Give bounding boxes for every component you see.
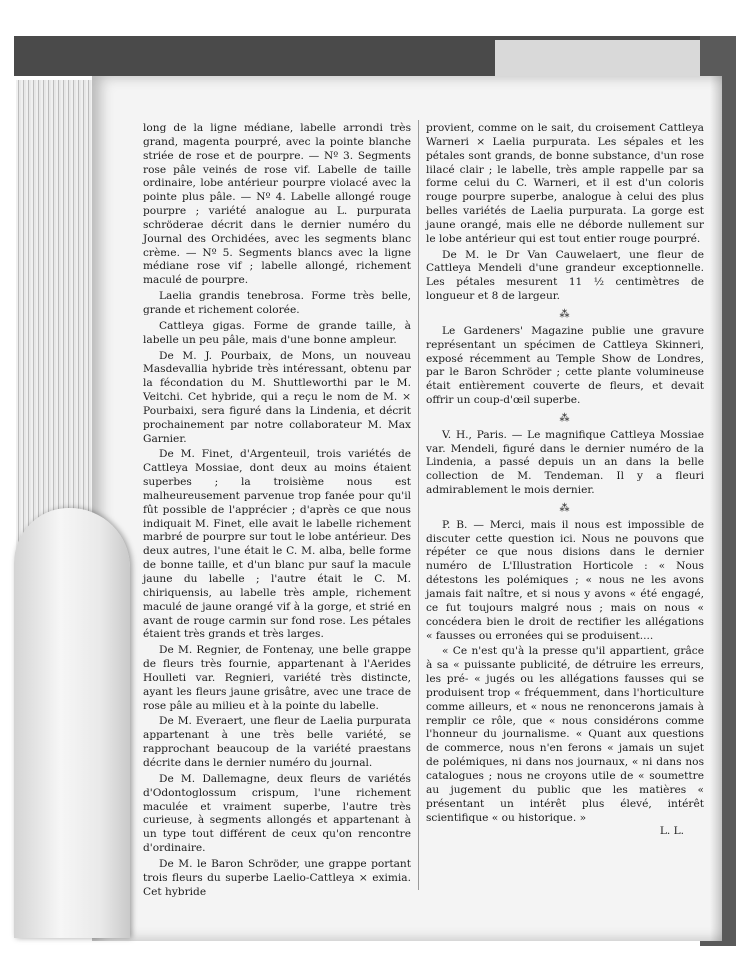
paragraph: V. H., Paris. — Le magnifique Cattleya Mossiae var. Mendeli, figuré dans le dernier numéro de la Lindenia, a passé depuis un an dans la belle collection de M. Tendeman. Il y a fleuri admirablement le mois dernier. [426, 428, 704, 497]
section-separator: ⁂ [559, 308, 571, 320]
section-separator: ⁂ [559, 412, 571, 424]
paragraph: long de la ligne médiane, labelle arrondi très grand, magenta pourpré, avec la pointe blanche striée de rose et de pourpre. — Nº 3. Segments rose pâle veinés de rose vif. Labelle de taille ordinaire, lobe antérieur pourpre violacé avec la pointe plus pâle. — Nº 4. Labelle allongé rouge pourpre ; variété analogue au L. purpurata schröderae décrit dans le dernier numéro du Journal des Orchidées, avec les segments blanc crème. — Nº 5. Segments blancs avec la ligne médiane rose vif ; labelle allongé, richement maculé de pourpre. [143, 122, 411, 287]
right-column [426, 122, 704, 839]
paragraph: De M. le Baron Schröder, une grappe portant trois fleurs du superbe Laelio-Cattleya × eximia. Cet hybride [143, 857, 411, 898]
paragraph: De M. J. Pourbaix, de Mons, un nouveau Masdevallia hybride très intéressant, obtenu par la fécondation du M. Shuttleworthi par le M. Veitchi. Cet hybride, qui a reçu le nom de M. × Pourbaixi, sera figuré dans la Lindenia, et décrit prochainement par notre collaborateur M. Max Garnier. [143, 349, 411, 445]
section-separator: ⁂ [559, 502, 571, 514]
paragraph: De M. Finet, d'Argenteuil, trois variétés de Cattleya Mossiae, dont deux au moins étaient superbes ; la troisième nous est malheureusement parvenue trop fanée pour qu'il fût possible de l'apprécier ; d'après ce que nous indiquait M. Finet, elle avait le labelle richement marbré de pourpre sur tout le lobe antérieur. Des deux autres, l'une était le C. M. alba, belle forme de bonne taille, et d'un blanc pur sauf la macule jaune du labelle ; l'autre était le C. M. chiriquensis, au labelle très ample, richement maculé de jaune orangé vif à la gorge, et strié en avant de rouge carmin sur fond rose. Les pétales étaient très grands et très larges. [143, 448, 411, 641]
paragraph: De M. Dallemagne, deux fleurs de variétés d'Odontoglossum crispum, l'une richement maculée et vraiment superbe, l'autre très curieuse, à segments allongés et appartenant à un type tout différent de ceux qu'on rencontre d'ordinaire. [143, 772, 411, 855]
column-rule [418, 120, 419, 890]
paragraph: De M. le Dr Van Cauwelaert, une fleur de Cattleya Mendeli d'une grandeur exceptionnelle. Les pétales mesurent 11 ½ centimètres de longueur et 8 de largeur. [426, 248, 704, 303]
paragraph: De M. Regnier, de Fontenay, une belle grappe de fleurs très fournie, appartenant à l'Aerides Houlleti var. Regnieri, variété très distincte, ayant les fleurs jaune grisâtre, avec une trace de rose pâle au milieu et à la pointe du labelle. [143, 644, 411, 712]
paragraph: provient, comme on le sait, du croisement Cattleya Warneri × Laelia purpurata. Les sépales et les pétales sont grands, de bonne substance, d'un rose lilacé clair ; le labelle, très ample rappelle par sa forme celui du C. Warneri, et il est d'un coloris rouge pourpre superbe, analogue à celui des plus belles variétés de Laelia purpurata. La gorge est jaune orangé, mais elle ne déborde nullement sur le lobe antérieur qui est tout entier rouge pourpré. [426, 122, 704, 245]
paragraph: Cattleya gigas. Forme de grande taille, à labelle un peu pâle, mais d'une bonne ampleur. [143, 319, 411, 346]
paragraph: « Ce n'est qu'à la presse qu'il appartient, grâce à sa « puissante publicité, de détruire les erreurs, les pré- « jugés ou les allégations fausses qui se produisent trop « fréquemment, dans l'horticulture comme ailleurs, et « nous ne renoncerons jamais à remplir ce rôle, que « nous considérons comme l'honneur du journalisme. « Quant aux questions de commerce, nous n'en ferons « jamais un sujet de polémiques, ni dans nos journaux, « ni dans nos catalogues ; nous ne croyons utile de « soumettre au jugement du public que les matières « présentant un intérêt plus élevé, intérêt scientifique « ou historique. » [426, 645, 704, 824]
thumb-holding-page [14, 508, 130, 938]
facing-page-corner [495, 40, 700, 80]
paragraph: Le Gardeners' Magazine publie une gravure représentant un spécimen de Cattleya Skinneri, exposé récemment au Temple Show de Londres, par le Baron Schröder ; cette plante volumineuse était entièrement couverte de fleurs, et devait offrir un coup-d'œil superbe. [426, 324, 704, 407]
left-column [143, 122, 411, 899]
paragraph: P. B. — Merci, mais il nous est impossible de discuter cette question ici. Nous ne pouvons que répéter ce que nous disions dans le dernier numéro de L'Illustration Horticole : « Nous détestons les polémiques ; « nous ne les avons jamais fait naître, et si nous y avons « été engagé, ce fut toujours malgré nous ; mais on nous « concédera bien le droit de rectifier les allégations « fausses ou erronées qui se produisent.... [426, 518, 704, 642]
paragraph: Laelia grandis tenebrosa. Forme très belle, grande et richement colorée. [143, 290, 411, 316]
paragraph: De M. Everaert, une fleur de Laelia purpurata appartenant à une très belle variété, se rapprochant beaucoup de la variété praestans décrite dans le dernier numéro du journal. [143, 715, 411, 769]
signature: L. L. [659, 825, 684, 838]
